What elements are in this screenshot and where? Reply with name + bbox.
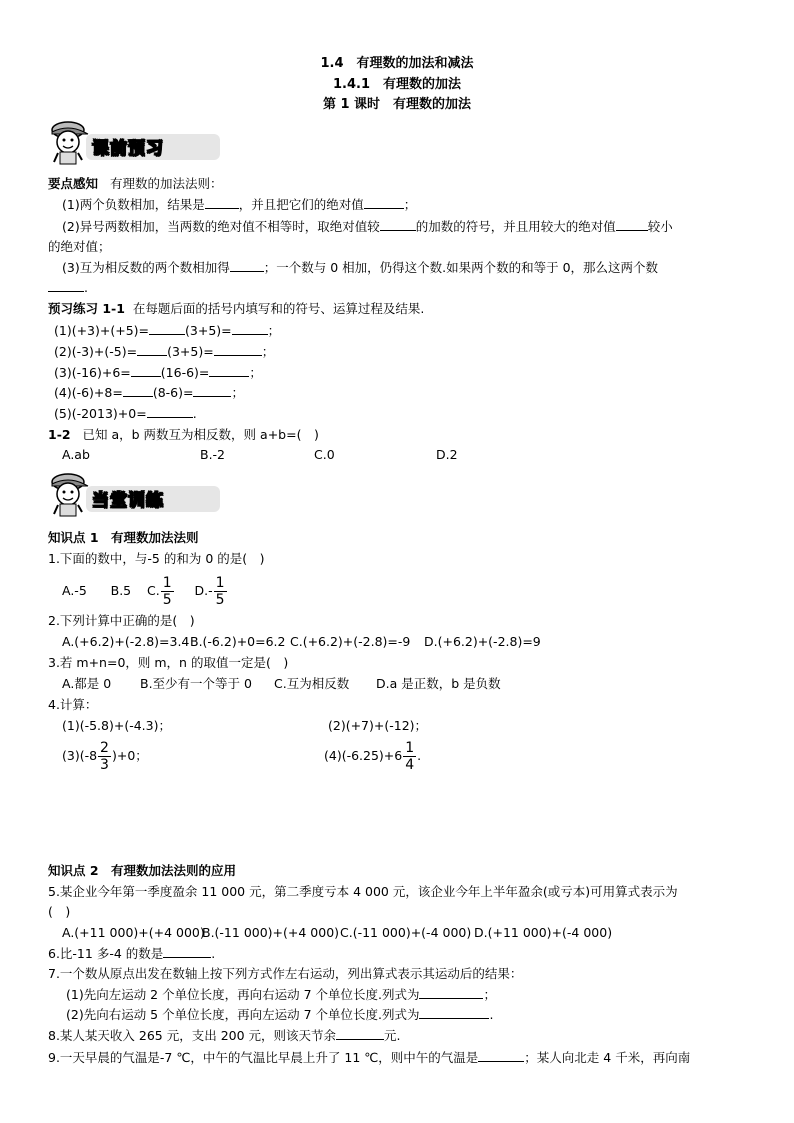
question-1-options (62, 574, 228, 608)
preview-banner-label: 课前预习 (92, 139, 164, 159)
practice-item-2: (2)(-3)+(-5)= (3+5)= ； (54, 344, 275, 359)
practice-item-5: (5)(-2013)+0= . (54, 406, 197, 421)
option-d[interactable]: D.(+11 000)+(-4 000) (474, 925, 613, 940)
question-7-2: (2)先向右运动 5 个单位长度，再向左运动 7 个单位长度.列式为 . (66, 1007, 494, 1022)
answer-blank[interactable] (616, 218, 648, 231)
option-d[interactable]: D.(+6.2)+(-2.8)=9 (424, 634, 541, 649)
answer-blank[interactable] (232, 322, 268, 335)
knowledge-point-1-heading: 知识点 1 有理数加法法则 (48, 530, 199, 545)
answer-blank[interactable] (380, 218, 416, 231)
lesson-title: 第 1 课时 有理数的加法 (322, 97, 472, 112)
question-3: 3.若 m+n=0，则 m，n 的取值一定是( ) (48, 655, 289, 670)
practice-item-3: (3)(-16)+6= (16-6)= ； (54, 365, 262, 380)
answer-blank[interactable] (230, 259, 264, 272)
option-a[interactable]: A.(+11 000)+(+4 000) (62, 925, 205, 940)
option-d[interactable]: D.- $\frac{1}{5}$ (194, 575, 225, 608)
option-c[interactable]: C.互为相反数 (274, 676, 350, 691)
answer-blank[interactable] (478, 1049, 524, 1062)
rule-3: (3)互为相反数的两个数相加得 ；一个数与 0 相加，仍得这个数.如果两个数的和等于 0，那么这两个数 (62, 260, 659, 275)
calc-2: (2)(+7)+(-12)； (328, 718, 428, 733)
fraction: $\frac{1}{4}$ (405, 740, 415, 773)
question-8: 8.某人某天收入 265 元，支出 200 元，则该天节余 元. (48, 1028, 401, 1043)
question-2: 2.下列计算中正确的是( ) (48, 613, 195, 628)
calc-1: (1)(-5.8)+(-4.3)； (62, 718, 171, 733)
preview-banner (44, 118, 194, 168)
rule-3-continued: . (48, 279, 88, 297)
student-mascot-icon (44, 470, 92, 520)
student-mascot-icon (44, 118, 92, 168)
option-c[interactable]: C.(+6.2)+(-2.8)=-9 (290, 634, 411, 649)
answer-blank[interactable] (419, 1006, 489, 1019)
option-c[interactable]: C. $\frac{1}{5}$ (147, 575, 172, 608)
answer-blank[interactable] (336, 1027, 384, 1040)
practice-item-4: (4)(-6)+8= (8-6)= ； (54, 385, 244, 400)
answer-blank[interactable] (123, 384, 153, 397)
rule-2: (2)异号两数相加，当两数的绝对值不相等时，取绝对值较 的加数的符号，并且用较大的绝对值 较小 (62, 219, 673, 234)
option-d[interactable]: D.a 是正数，b 是负数 (376, 676, 501, 691)
question-6: 6.比-11 多-4 的数是 . (48, 946, 216, 961)
classroom-banner (44, 470, 194, 520)
question-4: 4.计算： (48, 697, 98, 712)
subsection-title: 1.4.1 有理数的加法 (332, 77, 461, 92)
answer-blank[interactable] (131, 364, 161, 377)
option-a[interactable]: A.ab (62, 447, 90, 462)
question-1-2: 1-2 已知 a，b 两数互为相反数，则 a+b=( ) (48, 427, 319, 442)
question-9: 9.一天早晨的气温是-7 ℃，中午的气温比早晨上升了 11 ℃，则中午的气温是 ；某人向北走 4 千米，再向南 (48, 1050, 691, 1065)
answer-blank[interactable] (137, 343, 167, 356)
rule-1: (1)两个负数相加，结果是 ，并且把它们的绝对值 ； (62, 197, 417, 212)
option-b[interactable]: B.(-11 000)+(+4 000) (202, 925, 340, 940)
answer-blank[interactable] (193, 384, 231, 397)
calc-4: (4)(-6.25)+6 $\frac{1}{4}$ . (324, 740, 422, 773)
key-points-label: 要点感知 (48, 176, 99, 191)
answer-blank[interactable] (205, 196, 239, 209)
option-b[interactable]: B.5 (110, 583, 132, 598)
option-d[interactable]: D.2 (436, 447, 458, 462)
option-a[interactable]: A.都是 0 (62, 676, 112, 691)
knowledge-point-2-heading: 知识点 2 有理数加法法则的应用 (48, 863, 237, 878)
question-7: 7.一个数从原点出发在数轴上按下列方式作左右运动，列出算式表示其运动后的结果： (48, 966, 523, 981)
answer-blank[interactable] (214, 343, 262, 356)
question-5: 5.某企业今年第一季度盈余 11 000 元，第二季度亏本 4 000 元，该企业今年上半年盈余(或亏本)可用算式表示为 (48, 884, 678, 899)
answer-blank[interactable] (147, 405, 193, 418)
classroom-banner-label: 当堂训练 (92, 491, 164, 511)
option-c[interactable]: C.0 (314, 447, 335, 462)
option-b[interactable]: B.至少有一个等于 0 (140, 676, 252, 691)
option-a[interactable]: A.(+6.2)+(-2.8)=3.4 (62, 634, 190, 649)
practice-item-1: (1)(+3)+(+5)= (3+5)= ； (54, 323, 281, 338)
rule-2-continued: 的绝对值； (48, 239, 111, 254)
answer-blank[interactable] (419, 986, 483, 999)
question-1: 1.下面的数中，与-5 的和为 0 的是( ) (48, 551, 265, 566)
option-a[interactable]: A.-5 (62, 583, 87, 598)
fraction: $\frac{2}{3}$ (100, 740, 109, 773)
question-7-1: (1)先向左运动 2 个单位长度，再向右运动 7 个单位长度.列式为 ； (66, 987, 496, 1002)
answer-blank[interactable] (163, 945, 211, 958)
answer-blank[interactable] (48, 279, 84, 292)
question-5-bracket: ( ) (48, 904, 71, 919)
key-points-text: 有理数的加法法则： (109, 176, 223, 191)
option-b[interactable]: B.-2 (200, 447, 226, 462)
section-title: 1.4 有理数的加法和减法 (320, 56, 474, 71)
calc-3: (3)(-8 $\frac{2}{3}$ )+0； (62, 740, 148, 773)
answer-blank[interactable] (364, 196, 404, 209)
answer-blank[interactable] (149, 322, 185, 335)
practice-heading: 预习练习 1-1 在每题后面的括号内填写和的符号、运算过程及结果. (48, 301, 425, 316)
option-c[interactable]: C.(-11 000)+(-4 000) (340, 925, 472, 940)
key-points-intro (48, 175, 222, 193)
option-b[interactable]: B.(-6.2)+0=6.2 (190, 634, 286, 649)
answer-blank[interactable] (209, 364, 249, 377)
